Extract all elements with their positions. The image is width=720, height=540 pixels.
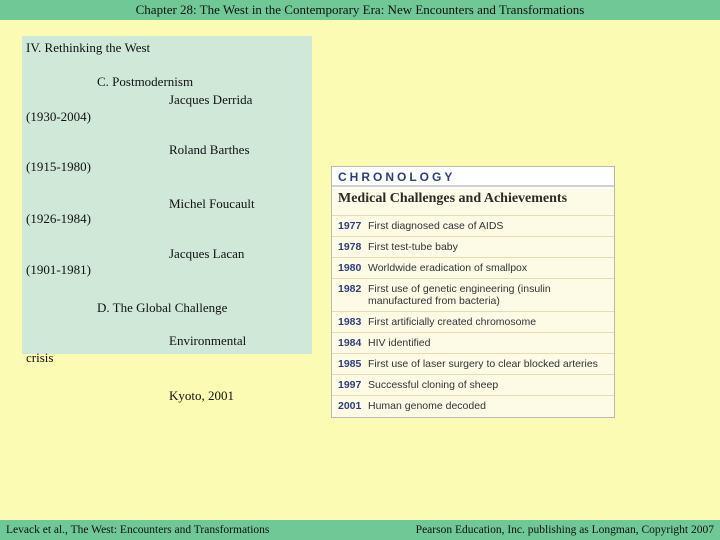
event-text: First use of genetic engineering (insulin manufactured from bacteria) (368, 283, 551, 307)
chronology-heading: CHRONOLOGY (332, 167, 614, 187)
event-year: 1985 (338, 358, 362, 370)
event-year: 1983 (338, 316, 362, 328)
chronology-panel (331, 166, 615, 418)
event-year: 1980 (338, 262, 362, 274)
event-year: 1997 (338, 379, 362, 391)
footer-copyright: Pearson Education, Inc. publishing as Longman, Copyright 2007 (415, 524, 714, 536)
event-year: 1982 (338, 283, 362, 295)
event-year: 1977 (338, 220, 362, 232)
postmodernism-heading: C. Postmodernism (97, 74, 194, 89)
foucault-name: Michel Foucault (169, 196, 255, 211)
kyoto-label: Kyoto, 2001 (169, 388, 234, 403)
footer-citation: Levack et al., The West: Encounters and Transformations (6, 524, 270, 536)
foucault-dates: (1926-1984) (26, 211, 91, 226)
chronology-row (332, 236, 614, 257)
derrida-dates: (1930-2004) (26, 109, 91, 124)
barthes-dates: (1915-1980) (26, 159, 91, 174)
event-text: First diagnosed case of AIDS (368, 220, 504, 232)
slide-title: Chapter 28: The West in the Contemporary Era: New Encounters and Transformations (0, 0, 720, 20)
chronology-row (332, 257, 614, 278)
chronology-list (332, 215, 614, 416)
event-year: 1978 (338, 241, 362, 253)
chronology-row (332, 332, 614, 353)
chronology-row (332, 395, 614, 416)
chronology-row (332, 311, 614, 332)
event-text: Human genome decoded (368, 400, 486, 412)
event-text: Worldwide eradication of smallpox (368, 262, 528, 274)
global-challenge-heading: D. The Global Challenge (97, 300, 228, 315)
derrida-name: Jacques Derrida (169, 92, 253, 107)
event-text: HIV identified (368, 337, 431, 349)
lacan-name: Jacques Lacan (169, 246, 245, 261)
chronology-subtitle: Medical Challenges and Achievements (338, 191, 568, 206)
crisis-label: crisis (26, 350, 54, 365)
lacan-dates: (1901-1981) (26, 262, 91, 277)
event-text: First artificially created chromosome (368, 316, 537, 328)
barthes-name: Roland Barthes (169, 142, 250, 157)
chronology-row (332, 353, 614, 374)
section-heading: IV. Rethinking the West (26, 40, 151, 55)
event-text: First test-tube baby (368, 241, 458, 253)
event-year: 1984 (338, 337, 362, 349)
event-text: First use of laser surgery to clear blocked arteries (368, 358, 598, 370)
footer-bar (0, 520, 720, 540)
chronology-row (332, 374, 614, 395)
event-year: 2001 (338, 400, 362, 412)
chronology-row (332, 278, 614, 311)
chronology-body (332, 189, 614, 417)
environmental-label: Environmental (169, 333, 247, 348)
event-text: Successful cloning of sheep (368, 379, 499, 391)
chronology-row (332, 215, 614, 236)
